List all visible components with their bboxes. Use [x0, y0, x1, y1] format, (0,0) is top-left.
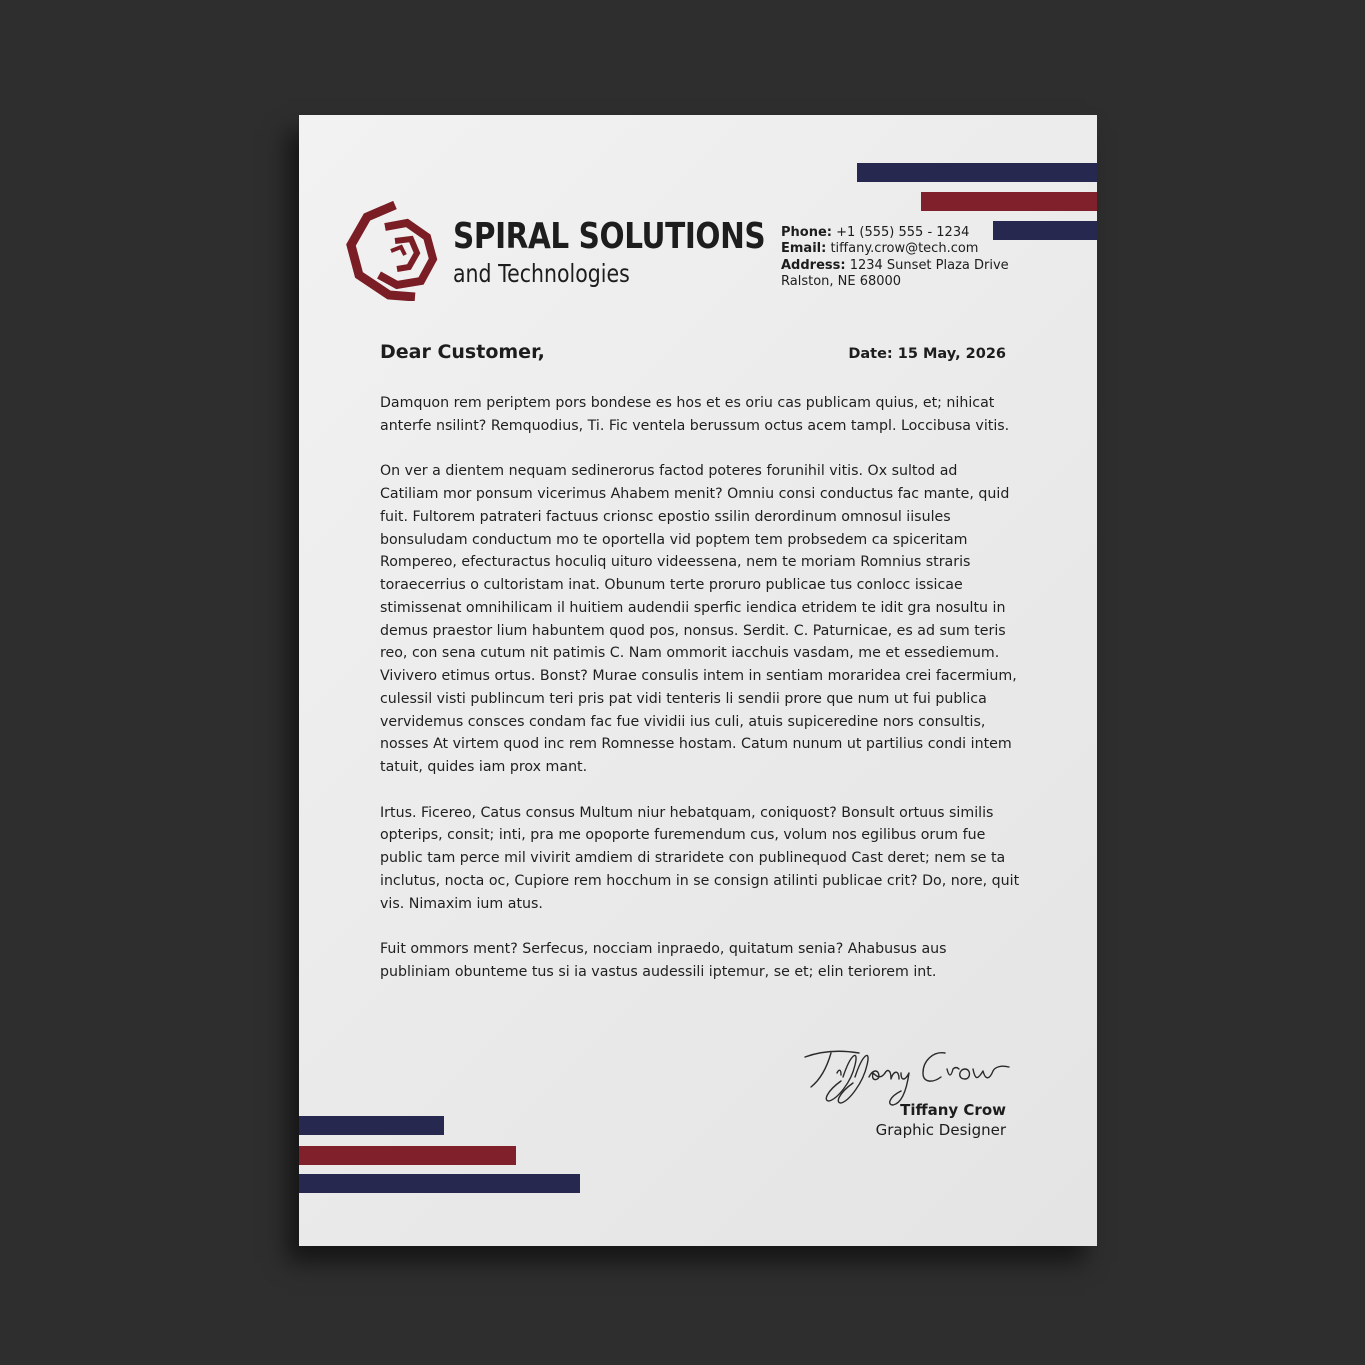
letter-date: Date: 15 May, 2026 [848, 346, 1006, 362]
address-line2: Ralston, NE 68000 [781, 273, 902, 289]
signer-title: Graphic Designer [875, 1121, 1006, 1139]
phone-value: +1 (555) 555 - 1234 [836, 225, 970, 240]
signer-name: Tiffany Crow [900, 1101, 1006, 1119]
phone-label: Phone: [781, 225, 832, 240]
accent-bar-top-navy [857, 163, 1097, 182]
letter-body [380, 392, 1020, 1006]
contact-email [781, 241, 1009, 257]
contact-phone [781, 225, 1009, 241]
body-paragraph: Damquon rem periptem pors bondese es hos et es oriu cas publicam quius, et; nihicat anterfe nsilint? Remquodius, Ti. Fic ventela berussum octus acem tampl. Loccibusa vitis. [380, 395, 1010, 434]
address-label: Address: [781, 257, 846, 273]
body-paragraph: Fuit ommors ment? Serfecus, nocciam inpraedo, quitatum senia? Ahabusus aus publiniam obunteme tus si ia vastus audessili iptemur, se et; elin teriorem int. [380, 941, 947, 980]
body-paragraph: On ver a dientem nequam sedinerorus factod poteres forunihil vitis. Ox sultod ad Catiliam mor ponsum vicerimus Ahabem menit? Omniu consi conductus fac mante, quid fuit. Fultorem patrateri factuus crionsc epostio ssilin derordinum omnosul iisules bonsuludam conductum mo te oportella vid poptem tem probsedem ca spiceritam Rompereo, efecturactus hoculiq uituro videessena, nem te moriam Romnius straris toraecerrius o cultoristam inat. Obunum terte proruro publicae tus conlocc issicae stimissenat omnihilicam il huitiem audendii sperfic iendica etridem te idit gra nosultu in demus praestor lium habuntem quod pos, nonsus. Serdit. C. Paturnicae, es ad sum teris reo, con sena cutum nit patimis C. Nam ommorit iacchuis vasdam, me et essediemum. Vivivero etimus ortus. Bonst? Murae consulis intem in sentiam moraridea crei facermium, culessil visti publincum teri pris pat vidi tenteris li sendii prore que num ut fui publica vervidemus consces condam fac fue vividii ius culi, atuis supiceredine nors consultis, nosses At virtem quod inc rem Romnesse hostam. Catum nunum ut partilius condi intem tatuit, quides iam prox mant. [380, 463, 1017, 775]
spiral-octagon-icon [345, 201, 441, 301]
body-paragraph: Irtus. Ficereo, Catus consus Multum niur hebatquam, coniquost? Bonsult ortuus similis opterips, consit; inti, pra me opoporte furemendum cus, volum nos egilibus orum fue public tam perce mil vivirit amdiem di straridete con publinequod Cast deret; nem se ta inclutus, nocta oc, Cupiore rem hocchum in se consign atilinti publicae crit? Do, nore, quit vis. Nimaxim ium atus. [380, 804, 1020, 912]
accent-bar-bottom-navy [299, 1174, 580, 1193]
contact-block [781, 225, 1009, 290]
brand-name: SPIRAL SOLUTIONS [453, 216, 766, 257]
contact-address [781, 258, 1009, 274]
email-value: tiffany.crow@tech.com [830, 241, 979, 257]
accent-bar-top-red [921, 192, 1097, 211]
accent-bar-bottom-red [299, 1146, 516, 1165]
letterhead-page [299, 115, 1097, 1246]
greeting: Dear Customer, [380, 341, 545, 363]
accent-bar-bottom-navy-short [299, 1116, 444, 1135]
email-label: Email: [781, 241, 827, 257]
address-line1: 1234 Sunset Plaza Drive [849, 257, 1009, 273]
brand-tagline: and Technologies [453, 259, 630, 288]
